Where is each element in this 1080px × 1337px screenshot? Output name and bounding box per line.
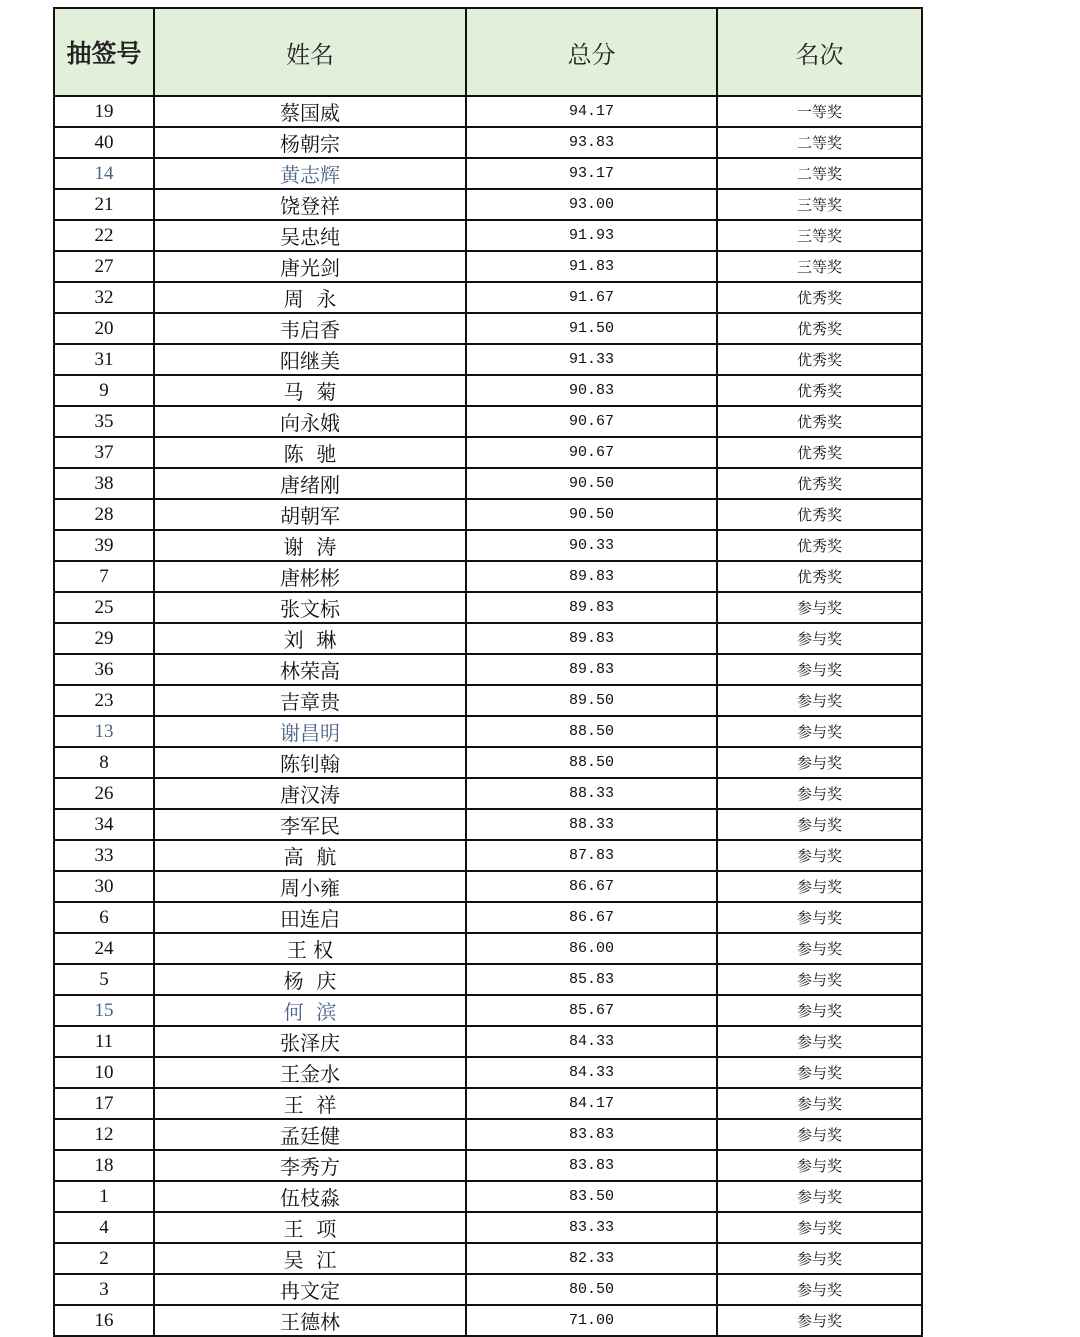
total-score-cell: 88.50: [466, 716, 717, 747]
table-row: [54, 499, 922, 530]
draw-number-cell: 16: [54, 1305, 154, 1336]
name-cell: 杨 庆: [154, 964, 466, 995]
draw-number-cell: 26: [54, 778, 154, 809]
name-cell: 伍枝淼: [154, 1181, 466, 1212]
name-cell: 周小雍: [154, 871, 466, 902]
draw-number-cell: 39: [54, 530, 154, 561]
rank-cell: 参与奖: [717, 623, 922, 654]
name-cell: 唐绪刚: [154, 468, 466, 499]
table-row: [54, 778, 922, 809]
name-cell: 吴忠纯: [154, 220, 466, 251]
draw-number-cell: 37: [54, 437, 154, 468]
rank-cell: 参与奖: [717, 747, 922, 778]
rank-cell: 参与奖: [717, 871, 922, 902]
table-row: [54, 809, 922, 840]
name-cell: 吉章贵: [154, 685, 466, 716]
total-score-cell: 83.50: [466, 1181, 717, 1212]
total-score-cell: 86.67: [466, 902, 717, 933]
rank-cell: 优秀奖: [717, 561, 922, 592]
total-score-cell: 91.83: [466, 251, 717, 282]
total-score-cell: 90.33: [466, 530, 717, 561]
table-row: [54, 871, 922, 902]
total-score-cell: 88.50: [466, 747, 717, 778]
table-row: [54, 964, 922, 995]
name-cell: 张泽庆: [154, 1026, 466, 1057]
rank-cell: 参与奖: [717, 1274, 922, 1305]
draw-number-cell: 25: [54, 592, 154, 623]
name-cell: 阳继美: [154, 344, 466, 375]
draw-number-cell: 3: [54, 1274, 154, 1305]
rank-cell: 参与奖: [717, 1088, 922, 1119]
draw-number-cell: 40: [54, 127, 154, 158]
rank-cell: 优秀奖: [717, 313, 922, 344]
total-score-cell: 86.67: [466, 871, 717, 902]
table-row: [54, 96, 922, 127]
table-row: [54, 437, 922, 468]
total-score-cell: 85.67: [466, 995, 717, 1026]
results-table: [53, 7, 923, 1337]
table-row: [54, 530, 922, 561]
name-cell: 刘 琳: [154, 623, 466, 654]
rank-cell: 参与奖: [717, 1305, 922, 1336]
rank-cell: 参与奖: [717, 685, 922, 716]
total-score-cell: 94.17: [466, 96, 717, 127]
table-row: [54, 220, 922, 251]
rank-cell: 参与奖: [717, 716, 922, 747]
table-row: [54, 840, 922, 871]
name-cell: 谢 涛: [154, 530, 466, 561]
draw-number-cell: 27: [54, 251, 154, 282]
table-row: [54, 623, 922, 654]
table-row: [54, 1150, 922, 1181]
total-score-cell: 87.83: [466, 840, 717, 871]
rank-cell: 优秀奖: [717, 282, 922, 313]
table-row: [54, 1305, 922, 1336]
header-rank: 名次: [717, 8, 922, 96]
name-cell: 周 永: [154, 282, 466, 313]
draw-number-cell: 11: [54, 1026, 154, 1057]
table-row: [54, 1119, 922, 1150]
name-cell: 王 祥: [154, 1088, 466, 1119]
table-row: [54, 1274, 922, 1305]
table-row: [54, 158, 922, 189]
table-row: [54, 189, 922, 220]
rank-cell: 优秀奖: [717, 406, 922, 437]
table-row: [54, 747, 922, 778]
name-cell: 胡朝军: [154, 499, 466, 530]
rank-cell: 参与奖: [717, 1026, 922, 1057]
draw-number-cell: 17: [54, 1088, 154, 1119]
name-cell: 高 航: [154, 840, 466, 871]
draw-number-cell: 38: [54, 468, 154, 499]
draw-number-cell: 31: [54, 344, 154, 375]
name-cell: 杨朝宗: [154, 127, 466, 158]
total-score-cell: 90.83: [466, 375, 717, 406]
name-cell: 蔡国威: [154, 96, 466, 127]
total-score-cell: 85.83: [466, 964, 717, 995]
rank-cell: 参与奖: [717, 964, 922, 995]
total-score-cell: 83.33: [466, 1212, 717, 1243]
table-row: [54, 468, 922, 499]
total-score-cell: 93.83: [466, 127, 717, 158]
name-cell: 冉文定: [154, 1274, 466, 1305]
draw-number-cell: 7: [54, 561, 154, 592]
name-cell: 王德林: [154, 1305, 466, 1336]
total-score-cell: 84.17: [466, 1088, 717, 1119]
table-row: [54, 654, 922, 685]
rank-cell: 参与奖: [717, 654, 922, 685]
table-row: [54, 685, 922, 716]
total-score-cell: 89.83: [466, 654, 717, 685]
draw-number-cell: 9: [54, 375, 154, 406]
draw-number-cell: 2: [54, 1243, 154, 1274]
total-score-cell: 90.67: [466, 437, 717, 468]
name-cell: 王 项: [154, 1212, 466, 1243]
draw-number-cell: 8: [54, 747, 154, 778]
total-score-cell: 88.33: [466, 778, 717, 809]
name-cell: 李秀方: [154, 1150, 466, 1181]
header-total-score: 总分: [466, 8, 717, 96]
rank-cell: 三等奖: [717, 220, 922, 251]
rank-cell: 参与奖: [717, 902, 922, 933]
rank-cell: 二等奖: [717, 127, 922, 158]
draw-number-cell: 5: [54, 964, 154, 995]
rank-cell: 参与奖: [717, 1057, 922, 1088]
header-draw-number: 抽签号: [54, 8, 154, 96]
table-row: [54, 716, 922, 747]
total-score-cell: 89.83: [466, 561, 717, 592]
total-score-cell: 91.67: [466, 282, 717, 313]
name-cell: 黄志辉: [154, 158, 466, 189]
rank-cell: 参与奖: [717, 778, 922, 809]
draw-number-cell: 28: [54, 499, 154, 530]
draw-number-cell: 23: [54, 685, 154, 716]
total-score-cell: 84.33: [466, 1057, 717, 1088]
rank-cell: 优秀奖: [717, 375, 922, 406]
table-row: [54, 933, 922, 964]
draw-number-cell: 10: [54, 1057, 154, 1088]
name-cell: 田连启: [154, 902, 466, 933]
table-body: [54, 96, 922, 1336]
table-row: [54, 375, 922, 406]
name-cell: 李军民: [154, 809, 466, 840]
name-cell: 何 滨: [154, 995, 466, 1026]
total-score-cell: 93.17: [466, 158, 717, 189]
name-cell: 王 权: [154, 933, 466, 964]
total-score-cell: 89.83: [466, 592, 717, 623]
name-cell: 吴 江: [154, 1243, 466, 1274]
draw-number-cell: 20: [54, 313, 154, 344]
name-cell: 王金水: [154, 1057, 466, 1088]
rank-cell: 优秀奖: [717, 344, 922, 375]
draw-number-cell: 12: [54, 1119, 154, 1150]
total-score-cell: 90.50: [466, 499, 717, 530]
total-score-cell: 91.50: [466, 313, 717, 344]
rank-cell: 参与奖: [717, 592, 922, 623]
total-score-cell: 93.00: [466, 189, 717, 220]
table-row: [54, 561, 922, 592]
rank-cell: 参与奖: [717, 1150, 922, 1181]
table-row: [54, 1088, 922, 1119]
total-score-cell: 83.83: [466, 1119, 717, 1150]
table-row: [54, 1181, 922, 1212]
name-cell: 马 菊: [154, 375, 466, 406]
draw-number-cell: 29: [54, 623, 154, 654]
rank-cell: 参与奖: [717, 809, 922, 840]
total-score-cell: 90.67: [466, 406, 717, 437]
rank-cell: 三等奖: [717, 251, 922, 282]
table-row: [54, 406, 922, 437]
total-score-cell: 89.50: [466, 685, 717, 716]
draw-number-cell: 19: [54, 96, 154, 127]
total-score-cell: 80.50: [466, 1274, 717, 1305]
draw-number-cell: 34: [54, 809, 154, 840]
name-cell: 孟廷健: [154, 1119, 466, 1150]
name-cell: 唐汉涛: [154, 778, 466, 809]
name-cell: 陈钊翰: [154, 747, 466, 778]
name-cell: 谢昌明: [154, 716, 466, 747]
rank-cell: 三等奖: [717, 189, 922, 220]
draw-number-cell: 30: [54, 871, 154, 902]
name-cell: 韦启香: [154, 313, 466, 344]
header-name: 姓名: [154, 8, 466, 96]
rank-cell: 一等奖: [717, 96, 922, 127]
name-cell: 唐光剑: [154, 251, 466, 282]
rank-cell: 参与奖: [717, 840, 922, 871]
name-cell: 张文标: [154, 592, 466, 623]
total-score-cell: 86.00: [466, 933, 717, 964]
draw-number-cell: 1: [54, 1181, 154, 1212]
draw-number-cell: 4: [54, 1212, 154, 1243]
draw-number-cell: 33: [54, 840, 154, 871]
table-row: [54, 344, 922, 375]
total-score-cell: 89.83: [466, 623, 717, 654]
total-score-cell: 88.33: [466, 809, 717, 840]
rank-cell: 二等奖: [717, 158, 922, 189]
rank-cell: 优秀奖: [717, 499, 922, 530]
table-row: [54, 251, 922, 282]
draw-number-cell: 22: [54, 220, 154, 251]
table-row: [54, 1212, 922, 1243]
draw-number-cell: 21: [54, 189, 154, 220]
total-score-cell: 84.33: [466, 1026, 717, 1057]
total-score-cell: 71.00: [466, 1305, 717, 1336]
total-score-cell: 82.33: [466, 1243, 717, 1274]
table-row: [54, 1057, 922, 1088]
rank-cell: 参与奖: [717, 933, 922, 964]
table-row: [54, 592, 922, 623]
header-row: [54, 8, 922, 96]
rank-cell: 参与奖: [717, 995, 922, 1026]
total-score-cell: 91.93: [466, 220, 717, 251]
rank-cell: 优秀奖: [717, 468, 922, 499]
rank-cell: 参与奖: [717, 1212, 922, 1243]
rank-cell: 参与奖: [717, 1243, 922, 1274]
draw-number-cell: 13: [54, 716, 154, 747]
draw-number-cell: 32: [54, 282, 154, 313]
draw-number-cell: 24: [54, 933, 154, 964]
rank-cell: 参与奖: [717, 1119, 922, 1150]
name-cell: 向永娥: [154, 406, 466, 437]
rank-cell: 优秀奖: [717, 530, 922, 561]
table-row: [54, 995, 922, 1026]
draw-number-cell: 35: [54, 406, 154, 437]
rank-cell: 参与奖: [717, 1181, 922, 1212]
table-row: [54, 282, 922, 313]
total-score-cell: 83.83: [466, 1150, 717, 1181]
table-row: [54, 1243, 922, 1274]
draw-number-cell: 15: [54, 995, 154, 1026]
draw-number-cell: 36: [54, 654, 154, 685]
rank-cell: 优秀奖: [717, 437, 922, 468]
name-cell: 林荣高: [154, 654, 466, 685]
name-cell: 陈 驰: [154, 437, 466, 468]
total-score-cell: 91.33: [466, 344, 717, 375]
name-cell: 唐彬彬: [154, 561, 466, 592]
table-row: [54, 902, 922, 933]
table-row: [54, 313, 922, 344]
total-score-cell: 90.50: [466, 468, 717, 499]
draw-number-cell: 18: [54, 1150, 154, 1181]
table-row: [54, 127, 922, 158]
name-cell: 饶登祥: [154, 189, 466, 220]
draw-number-cell: 6: [54, 902, 154, 933]
draw-number-cell: 14: [54, 158, 154, 189]
table-row: [54, 1026, 922, 1057]
